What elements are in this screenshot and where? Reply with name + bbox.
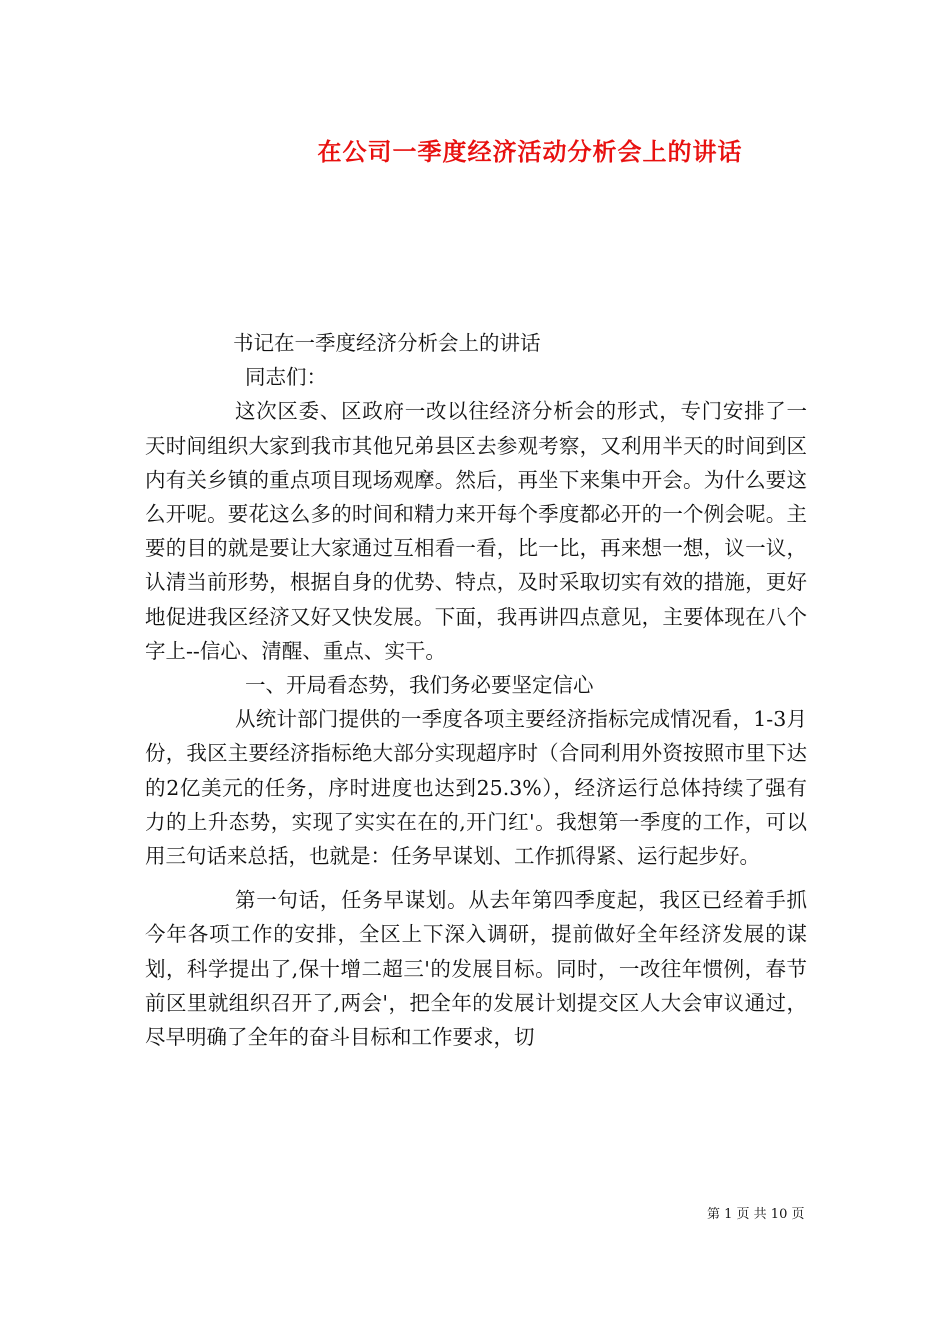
- paragraph-2: 从统计部门提供的一季度各项主要经济指标完成情况看，1-3月份，我区主要经济指标绝大部分实现超序时（合同利用外资按照市里下达的2亿美元的任务，序时进度也达到25.3%），经济运行总体持续了强有力的上升态势，实现了实实在在的,开门红'。我想第一季度的工作，可以用三句话来总括，也就是：任务早谋划、工作抓得紧、运行起步好。: [145, 707, 807, 869]
- speech-subtitle: 书记在一季度经济分析会上的讲话: [233, 331, 541, 355]
- paragraph-1: 这次区委、区政府一改以往经济分析会的形式，专门安排了一天时间组织大家到我市其他兄弟县区去参观考察，又利用半天的时间到区内有关乡镇的重点项目现场观摩。然后，再坐下来集中开会。为什么要这么开呢。要花这么多的时间和精力来开每个季度都必开的一个例会呢。主要的目的就是要让大家通过互相看一看，比一比，再来想一想，议一议，认清当前形势，根据自身的优势、特点，及时采取切实有效的措施，更好地促进我区经济又好又快发展。下面，我再讲四点意见，主要体现在八个字上--信心、清醒、重点、实干。: [145, 399, 807, 663]
- document-title: 在公司一季度经济活动分析会上的讲话: [317, 137, 743, 166]
- section-heading: 一、开局看态势，我们务必要坚定信心: [245, 673, 594, 698]
- document-body: [145, 326, 807, 1054]
- greeting: 同志们：: [245, 365, 327, 390]
- page-number-footer: 第 1 页 共 10 页: [707, 1207, 805, 1222]
- paragraph-3: 第一句话，任务早谋划。从去年第四季度起，我区已经着手抓今年各项工作的安排，全区上下深入调研，提前做好全年经济发展的谋划，科学提出了,保十增二超三'的发展目标。同时，一改往年惯例，春节前区里就组织召开了,两会'，把全年的发展计划提交区人大会审议通过，尽早明确了全年的奋斗目标和工作要求，切: [145, 888, 807, 1050]
